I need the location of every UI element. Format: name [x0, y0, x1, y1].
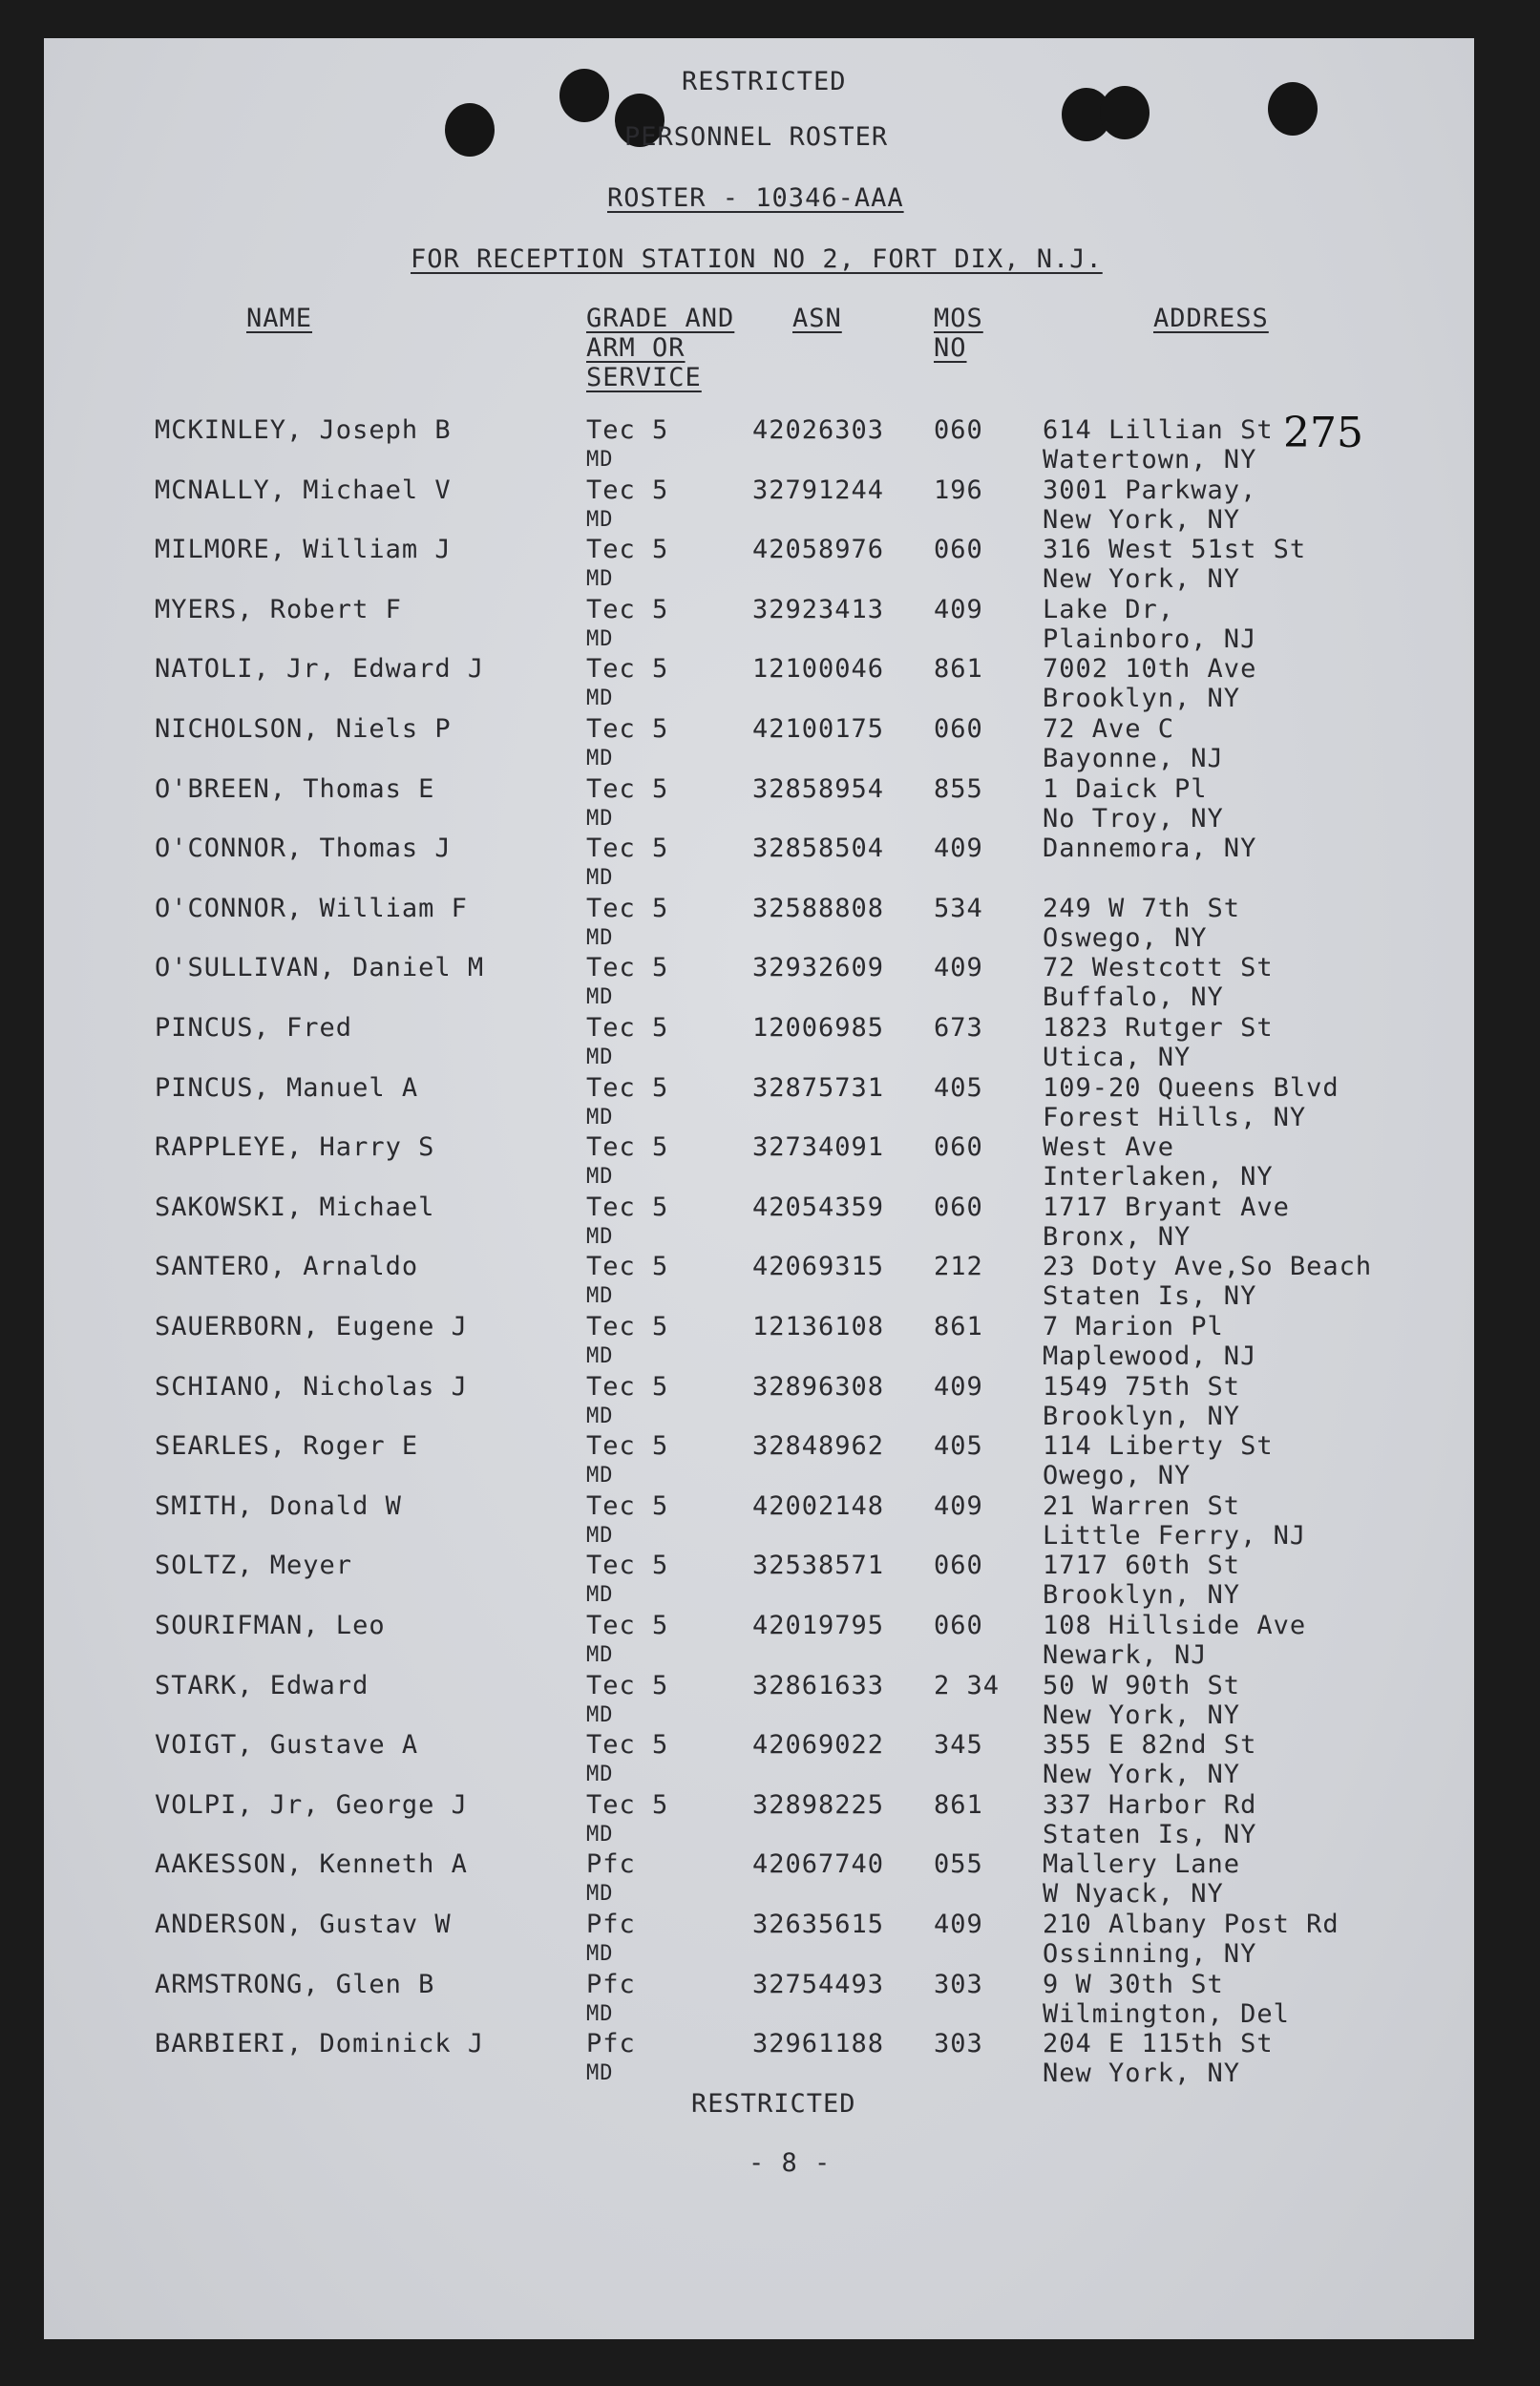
- name-cell: SEARLES, Roger E: [155, 1431, 419, 1461]
- address-line2-cell: Plainboro, NJ: [1043, 624, 1257, 654]
- grade-header-line2: ARM OR: [586, 333, 686, 363]
- name-cell: NATOLI, Jr, Edward J: [155, 654, 485, 684]
- arm-cell: MD: [586, 1763, 614, 1786]
- mos-cell: 409: [934, 595, 983, 624]
- mos-cell: 409: [934, 1910, 983, 1939]
- grade-cell: Tec 5: [586, 894, 669, 923]
- address-line1-cell: 114 Liberty St: [1043, 1431, 1274, 1461]
- page-number: - 8 -: [749, 2148, 832, 2178]
- name-cell: ARMSTRONG, Glen B: [155, 1970, 435, 1999]
- address-line2-cell: No Troy, NY: [1043, 804, 1224, 834]
- grade-cell: Tec 5: [586, 1252, 669, 1281]
- column-header-grade: [586, 304, 734, 392]
- roster-number: ROSTER - 10346-AAA: [607, 183, 904, 213]
- mos-cell: 861: [934, 1790, 983, 1820]
- asn-cell: 32898225: [752, 1790, 885, 1820]
- mos-cell: 060: [934, 714, 983, 744]
- mos-cell: 673: [934, 1013, 983, 1043]
- address-line2-cell: Maplewood, NJ: [1043, 1341, 1257, 1371]
- mos-cell: 060: [934, 1551, 983, 1580]
- table-row: [44, 1849, 1474, 1909]
- grade-cell: Tec 5: [586, 595, 669, 624]
- mos-cell: 409: [934, 1372, 983, 1402]
- table-row: [44, 475, 1474, 535]
- table-row: [44, 834, 1474, 893]
- arm-cell: MD: [586, 1524, 614, 1548]
- arm-cell: MD: [586, 1106, 614, 1130]
- address-line1-cell: 9 W 30th St: [1043, 1970, 1224, 1999]
- asn-cell: 32932609: [752, 953, 885, 982]
- asn-cell: 42067740: [752, 1849, 885, 1879]
- asn-cell: 42058976: [752, 535, 885, 564]
- asn-cell: 32635615: [752, 1910, 885, 1939]
- column-header-address: ADDRESS: [1153, 304, 1269, 333]
- asn-cell: 32896308: [752, 1372, 885, 1402]
- grade-cell: Tec 5: [586, 1730, 669, 1760]
- punch-hole: [559, 69, 609, 122]
- arm-cell: MD: [586, 1823, 614, 1847]
- address-line2-cell: Ossinning, NY: [1043, 1939, 1257, 1969]
- grade-cell: Pfc: [586, 2029, 636, 2059]
- address-line1-cell: Dannemora, NY: [1043, 834, 1257, 863]
- mos-cell: 409: [934, 953, 983, 982]
- grade-cell: Tec 5: [586, 1073, 669, 1103]
- address-line1-cell: West Ave: [1043, 1132, 1175, 1162]
- address-line1-cell: 316 West 51st St: [1043, 535, 1307, 564]
- table-row: [44, 1491, 1474, 1551]
- punch-hole: [1268, 82, 1318, 136]
- arm-cell: MD: [586, 686, 614, 710]
- grade-cell: Tec 5: [586, 1193, 669, 1222]
- grade-cell: Tec 5: [586, 714, 669, 744]
- mos-cell: 861: [934, 1312, 983, 1341]
- table-row: [44, 1193, 1474, 1252]
- mos-cell: 060: [934, 1611, 983, 1640]
- address-line2-cell: Utica, NY: [1043, 1043, 1192, 1072]
- address-line1-cell: 23 Doty Ave,So Beach: [1043, 1252, 1373, 1281]
- address-line1-cell: 249 W 7th St: [1043, 894, 1241, 923]
- address-line2-cell: Buffalo, NY: [1043, 982, 1224, 1012]
- address-line2-cell: Watertown, NY: [1043, 445, 1257, 475]
- asn-cell: 42069315: [752, 1252, 885, 1281]
- mos-header-line2: NO: [934, 333, 967, 363]
- name-cell: VOIGT, Gustave A: [155, 1730, 419, 1760]
- grade-cell: Tec 5: [586, 1431, 669, 1461]
- mos-cell: 303: [934, 1970, 983, 1999]
- asn-cell: 32858504: [752, 834, 885, 863]
- grade-cell: Tec 5: [586, 535, 669, 564]
- address-line1-cell: 1823 Rutger St: [1043, 1013, 1274, 1043]
- asn-cell: 32734091: [752, 1132, 885, 1162]
- name-cell: VOLPI, Jr, George J: [155, 1790, 468, 1820]
- address-line1-cell: 1 Daick Pl: [1043, 774, 1208, 804]
- table-row: [44, 894, 1474, 953]
- mos-cell: 405: [934, 1431, 983, 1461]
- name-cell: SOLTZ, Meyer: [155, 1551, 353, 1580]
- mos-cell: 409: [934, 834, 983, 863]
- grade-cell: Tec 5: [586, 953, 669, 982]
- address-line1-cell: 7 Marion Pl: [1043, 1312, 1224, 1341]
- classification-bottom: RESTRICTED: [691, 2089, 856, 2119]
- name-cell: SCHIANO, Nicholas J: [155, 1372, 468, 1402]
- table-row: [44, 595, 1474, 654]
- address-line1-cell: 109-20 Queens Blvd: [1043, 1073, 1340, 1103]
- arm-cell: MD: [586, 926, 614, 950]
- address-line1-cell: 21 Warren St: [1043, 1491, 1241, 1521]
- table-row: [44, 1132, 1474, 1192]
- table-row: [44, 1551, 1474, 1610]
- asn-cell: 12136108: [752, 1312, 885, 1341]
- name-cell: O'CONNOR, Thomas J: [155, 834, 452, 863]
- name-cell: SANTERO, Arnaldo: [155, 1252, 419, 1281]
- arm-cell: MD: [586, 747, 614, 771]
- table-row: [44, 1431, 1474, 1490]
- table-row: [44, 1252, 1474, 1311]
- mos-cell: 060: [934, 1132, 983, 1162]
- address-line2-cell: Forest Hills, NY: [1043, 1103, 1307, 1132]
- address-line2-cell: New York, NY: [1043, 2059, 1241, 2088]
- asn-cell: 42019795: [752, 1611, 885, 1640]
- grade-cell: Tec 5: [586, 475, 669, 505]
- arm-cell: MD: [586, 2061, 614, 2085]
- arm-cell: MD: [586, 1703, 614, 1727]
- arm-cell: MD: [586, 985, 614, 1009]
- table-row: [44, 1312, 1474, 1371]
- name-cell: MCNALLY, Michael V: [155, 475, 452, 505]
- asn-cell: 32875731: [752, 1073, 885, 1103]
- asn-cell: 32961188: [752, 2029, 885, 2059]
- asn-cell: 42002148: [752, 1491, 885, 1521]
- grade-cell: Tec 5: [586, 1671, 669, 1700]
- mos-cell: 055: [934, 1849, 983, 1879]
- grade-cell: Tec 5: [586, 1372, 669, 1402]
- address-line2-cell: New York, NY: [1043, 1760, 1241, 1789]
- name-cell: PINCUS, Manuel A: [155, 1073, 419, 1103]
- asn-cell: 32858954: [752, 774, 885, 804]
- grade-header-line3: SERVICE: [586, 363, 702, 392]
- name-cell: SOURIFMAN, Leo: [155, 1611, 386, 1640]
- grade-cell: Tec 5: [586, 1132, 669, 1162]
- address-line1-cell: Mallery Lane: [1043, 1849, 1241, 1879]
- address-line2-cell: W Nyack, NY: [1043, 1879, 1224, 1909]
- arm-cell: MD: [586, 1344, 614, 1368]
- grade-cell: Tec 5: [586, 1312, 669, 1341]
- name-cell: ANDERSON, Gustav W: [155, 1910, 452, 1939]
- address-line1-cell: 337 Harbor Rd: [1043, 1790, 1257, 1820]
- asn-cell: 32923413: [752, 595, 885, 624]
- grade-cell: Tec 5: [586, 654, 669, 684]
- mos-cell: 855: [934, 774, 983, 804]
- table-row: [44, 1073, 1474, 1132]
- table-row: [44, 654, 1474, 713]
- table-row: [44, 1790, 1474, 1849]
- name-cell: O'SULLIVAN, Daniel M: [155, 953, 485, 982]
- column-header-mos: [934, 304, 983, 363]
- arm-cell: MD: [586, 1942, 614, 1966]
- punch-hole: [445, 103, 495, 157]
- address-line2-cell: Little Ferry, NJ: [1043, 1521, 1307, 1551]
- mos-cell: 060: [934, 535, 983, 564]
- address-line1-cell: 355 E 82nd St: [1043, 1730, 1257, 1760]
- mos-cell: 212: [934, 1252, 983, 1281]
- table-row: [44, 535, 1474, 594]
- name-cell: BARBIERI, Dominick J: [155, 2029, 485, 2059]
- address-line2-cell: Brooklyn, NY: [1043, 1580, 1241, 1610]
- arm-cell: MD: [586, 508, 614, 532]
- name-cell: AAKESSON, Kenneth A: [155, 1849, 468, 1879]
- grade-cell: Tec 5: [586, 834, 669, 863]
- grade-cell: Tec 5: [586, 1611, 669, 1640]
- address-line2-cell: New York, NY: [1043, 505, 1241, 535]
- address-line1-cell: 50 W 90th St: [1043, 1671, 1241, 1700]
- mos-cell: 534: [934, 894, 983, 923]
- arm-cell: MD: [586, 2002, 614, 2026]
- mos-cell: 060: [934, 415, 983, 445]
- grade-cell: Tec 5: [586, 1013, 669, 1043]
- address-line1-cell: Lake Dr,: [1043, 595, 1175, 624]
- asn-cell: 42069022: [752, 1730, 885, 1760]
- address-line1-cell: 1549 75th St: [1043, 1372, 1241, 1402]
- table-row: [44, 1970, 1474, 2029]
- column-header-name: NAME: [246, 304, 313, 333]
- table-row: [44, 1611, 1474, 1670]
- address-line1-cell: 72 Ave C: [1043, 714, 1175, 744]
- address-line1-cell: 7002 10th Ave: [1043, 654, 1257, 684]
- arm-cell: MD: [586, 1404, 614, 1428]
- arm-cell: MD: [586, 627, 614, 651]
- arm-cell: MD: [586, 1165, 614, 1189]
- mos-cell: 345: [934, 1730, 983, 1760]
- grade-cell: Tec 5: [586, 1551, 669, 1580]
- table-row: [44, 774, 1474, 834]
- address-line2-cell: Oswego, NY: [1043, 923, 1208, 953]
- arm-cell: MD: [586, 1583, 614, 1607]
- punch-hole: [1100, 86, 1150, 139]
- table-row: [44, 2029, 1474, 2088]
- name-cell: RAPPLEYE, Harry S: [155, 1132, 435, 1162]
- grade-cell: Tec 5: [586, 1491, 669, 1521]
- mos-cell: 060: [934, 1193, 983, 1222]
- arm-cell: MD: [586, 1643, 614, 1667]
- asn-cell: 42100175: [752, 714, 885, 744]
- asn-cell: 42054359: [752, 1193, 885, 1222]
- name-cell: SAUERBORN, Eugene J: [155, 1312, 468, 1341]
- asn-cell: 32861633: [752, 1671, 885, 1700]
- name-cell: O'CONNOR, William F: [155, 894, 468, 923]
- station-line: FOR RECEPTION STATION NO 2, FORT DIX, N.J.: [411, 244, 1103, 274]
- document-title: PERSONNEL ROSTER: [624, 122, 889, 152]
- arm-cell: MD: [586, 1284, 614, 1308]
- name-cell: STARK, Edward: [155, 1671, 369, 1700]
- address-line2-cell: Wilmington, Del: [1043, 1999, 1290, 2029]
- address-line1-cell: 1717 Bryant Ave: [1043, 1193, 1290, 1222]
- address-line2-cell: Brooklyn, NY: [1043, 1402, 1241, 1431]
- table-row: [44, 1910, 1474, 1969]
- arm-cell: MD: [586, 866, 614, 890]
- asn-cell: 32754493: [752, 1970, 885, 1999]
- address-line1-cell: 1717 60th St: [1043, 1551, 1241, 1580]
- address-line2-cell: New York, NY: [1043, 564, 1241, 594]
- mos-cell: 861: [934, 654, 983, 684]
- address-line2-cell: Staten Is, NY: [1043, 1820, 1257, 1849]
- address-line1-cell: 614 Lillian St: [1043, 415, 1274, 445]
- table-row: [44, 714, 1474, 773]
- address-line1-cell: 72 Westcott St: [1043, 953, 1274, 982]
- asn-cell: 32848962: [752, 1431, 885, 1461]
- table-row: [44, 1671, 1474, 1730]
- stamped-number: 275: [1283, 409, 1363, 457]
- grade-cell: Tec 5: [586, 774, 669, 804]
- table-row: [44, 1730, 1474, 1789]
- name-cell: MCKINLEY, Joseph B: [155, 415, 452, 445]
- asn-cell: 32791244: [752, 475, 885, 505]
- arm-cell: MD: [586, 1882, 614, 1906]
- table-row: [44, 1013, 1474, 1072]
- mos-cell: 303: [934, 2029, 983, 2059]
- mos-cell: 2 34: [934, 1671, 1001, 1700]
- asn-cell: 42026303: [752, 415, 885, 445]
- asn-cell: 12100046: [752, 654, 885, 684]
- name-cell: MILMORE, William J: [155, 535, 452, 564]
- asn-cell: 32588808: [752, 894, 885, 923]
- asn-cell: 32538571: [752, 1551, 885, 1580]
- table-row: [44, 415, 1474, 475]
- grade-cell: Tec 5: [586, 415, 669, 445]
- grade-cell: Tec 5: [586, 1790, 669, 1820]
- table-row: [44, 953, 1474, 1012]
- table-row: [44, 1372, 1474, 1431]
- address-line2-cell: Bronx, NY: [1043, 1222, 1192, 1252]
- mos-cell: 196: [934, 475, 983, 505]
- arm-cell: MD: [586, 1464, 614, 1488]
- address-line1-cell: 204 E 115th St: [1043, 2029, 1274, 2059]
- address-line1-cell: 108 Hillside Ave: [1043, 1611, 1307, 1640]
- address-line2-cell: New York, NY: [1043, 1700, 1241, 1730]
- mos-header-line1: MOS: [934, 304, 983, 333]
- address-line2-cell: Interlaken, NY: [1043, 1162, 1274, 1192]
- grade-header-line1: GRADE AND: [586, 304, 735, 333]
- name-cell: NICHOLSON, Niels P: [155, 714, 452, 744]
- address-line2-cell: Newark, NJ: [1043, 1640, 1208, 1670]
- address-line2-cell: Owego, NY: [1043, 1461, 1192, 1490]
- address-line1-cell: 210 Albany Post Rd: [1043, 1910, 1340, 1939]
- address-line2-cell: Bayonne, NJ: [1043, 744, 1224, 773]
- address-line1-cell: 3001 Parkway,: [1043, 475, 1257, 505]
- grade-cell: Pfc: [586, 1849, 636, 1879]
- mos-cell: 405: [934, 1073, 983, 1103]
- name-cell: O'BREEN, Thomas E: [155, 774, 435, 804]
- column-header-asn: ASN: [792, 304, 842, 333]
- name-cell: PINCUS, Fred: [155, 1013, 353, 1043]
- roster-page: [44, 38, 1474, 2339]
- address-line2-cell: Brooklyn, NY: [1043, 684, 1241, 713]
- name-cell: SMITH, Donald W: [155, 1491, 402, 1521]
- name-cell: SAKOWSKI, Michael: [155, 1193, 435, 1222]
- grade-cell: Pfc: [586, 1970, 636, 1999]
- classification-top: RESTRICTED: [682, 67, 847, 96]
- arm-cell: MD: [586, 807, 614, 831]
- asn-cell: 12006985: [752, 1013, 885, 1043]
- mos-cell: 409: [934, 1491, 983, 1521]
- arm-cell: MD: [586, 448, 614, 472]
- arm-cell: MD: [586, 1045, 614, 1069]
- grade-cell: Pfc: [586, 1910, 636, 1939]
- arm-cell: MD: [586, 1225, 614, 1249]
- arm-cell: MD: [586, 567, 614, 591]
- name-cell: MYERS, Robert F: [155, 595, 402, 624]
- address-line2-cell: Staten Is, NY: [1043, 1281, 1257, 1311]
